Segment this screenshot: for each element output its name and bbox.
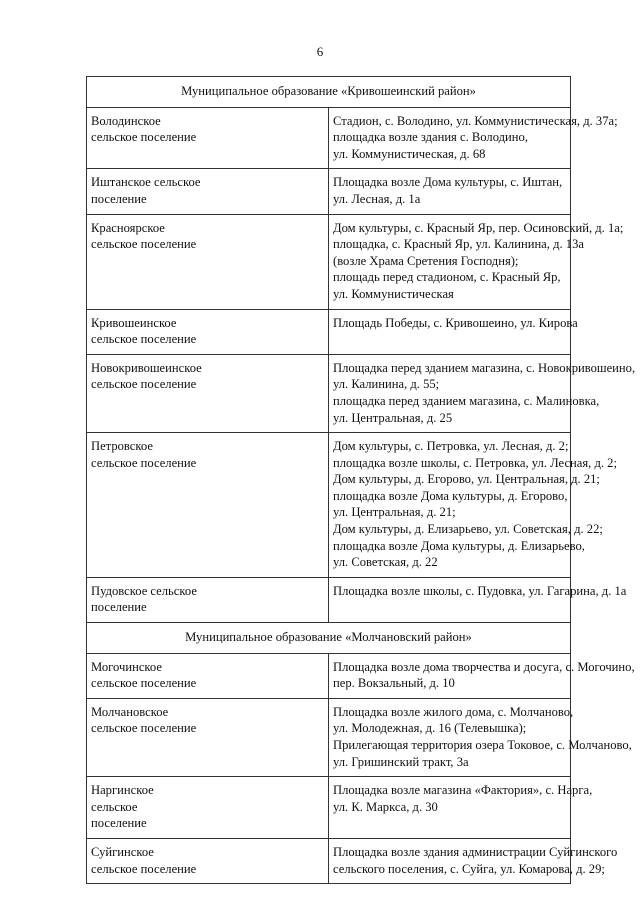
places-cell — [329, 577, 627, 622]
places-cell — [329, 698, 632, 776]
place-line: пер. Вокзальный, д. 10 — [333, 676, 455, 691]
places-cell — [329, 433, 617, 578]
settlement-line: Молчановское — [91, 704, 169, 719]
place-line: ул. Калинина, д. 55; — [333, 377, 440, 392]
places-cell — [329, 169, 571, 214]
settlement-cell — [87, 838, 329, 883]
place-line: ул. Лесная, д. 1а — [333, 191, 421, 206]
settlement-cell — [87, 577, 329, 622]
place-line: Площадка возле здания администрации Суйгинского — [333, 844, 618, 859]
settlement-line: поселение — [91, 191, 147, 206]
place-line: площадка возле Дома культуры, д. Елизарьево, — [333, 538, 585, 553]
page-number: 6 — [316, 44, 324, 59]
places-cell — [329, 838, 618, 883]
places-cell — [329, 354, 636, 432]
place-line: площадь перед стадионом, с. Красный Яр, — [333, 270, 561, 285]
settlement-line: поселение — [91, 816, 147, 831]
settlement-line: Красноярское — [91, 220, 165, 235]
settlement-line: Петровское — [91, 439, 153, 454]
place-line: ул. Центральная, д. 21; — [333, 505, 456, 520]
table-row — [87, 838, 571, 883]
place-line: Площадка возле магазина «Фактория», с. Нарга, — [333, 783, 593, 798]
place-line: Площадка возле жилого дома, с. Молчаново, — [333, 704, 574, 719]
place-line: Прилегающая территория озера Токовое, с. Молчаново, — [333, 738, 632, 752]
table-row — [87, 433, 571, 578]
place-line: ул. Коммунистическая, д. 68 — [333, 146, 486, 161]
section-title: Муниципальное образование «Кривошеинский район» — [87, 77, 571, 108]
place-line: Площадка возле Дома культуры, с. Иштан, — [333, 175, 563, 190]
settlement-line: Пудовское сельское — [91, 583, 197, 598]
places-cell — [329, 653, 635, 698]
table-row — [87, 577, 571, 622]
table-row — [87, 777, 571, 839]
settlement-line: Могочинское — [91, 659, 162, 674]
place-line: площадка возле здания с. Володино, — [333, 130, 528, 145]
place-line: ул. Центральная, д. 25 — [333, 410, 453, 425]
table-row — [87, 653, 571, 698]
table-row — [87, 354, 571, 432]
settlement-cell — [87, 214, 329, 309]
place-line: Площадь Победы, с. Кривошеино, ул. Кирова — [333, 315, 578, 330]
section-title: Муниципальное образование «Молчановский район» — [87, 623, 571, 654]
settlement-cell — [87, 653, 329, 698]
settlement-line: Иштанское сельское — [91, 175, 201, 190]
settlement-line: сельское поселение — [91, 237, 197, 252]
place-line: Дом культуры, с. Петровка, ул. Лесная, д. 2; — [333, 439, 569, 454]
place-line: Дом культуры, д. Елизарьево, ул. Советская, д. 22; — [333, 522, 603, 537]
settlement-line: сельское поселение — [91, 861, 197, 876]
places-table — [86, 76, 636, 884]
section-header-row — [87, 623, 571, 654]
settlement-line: поселение — [91, 600, 147, 615]
place-line: ул. Гришинский тракт, 3а — [333, 754, 469, 769]
place-line: ул. Коммунистическая — [333, 286, 454, 301]
place-line: Площадка возле дома творчества и досуга, с. Могочино, — [333, 659, 635, 674]
table-row — [87, 169, 571, 214]
settlement-line: Новокривошеинское — [91, 360, 202, 375]
table-body — [87, 77, 636, 884]
place-line: ул. Советская, д. 22 — [333, 555, 438, 570]
settlement-cell — [87, 107, 329, 169]
table-row — [87, 698, 571, 776]
settlement-cell — [87, 169, 329, 214]
settlement-line: сельское поселение — [91, 676, 197, 691]
settlement-line: сельское поселение — [91, 332, 197, 347]
settlement-line: Володинское — [91, 113, 161, 128]
settlement-line: сельское поселение — [91, 721, 197, 736]
settlement-cell — [87, 433, 329, 578]
settlement-line: Кривошеинское — [91, 315, 177, 330]
place-line: Дом культуры, д. Егорово, ул. Центральная, д. 21; — [333, 472, 600, 487]
place-line: ул. К. Маркса, д. 30 — [333, 799, 438, 814]
settlement-cell — [87, 309, 329, 354]
settlement-cell — [87, 777, 329, 839]
place-line: ул. Молодежная, д. 16 (Телевышка); — [333, 721, 527, 736]
place-line: Площадка перед зданием магазина, с. Новокривошеино, — [333, 360, 636, 375]
places-cell — [329, 214, 624, 309]
place-line: (возле Храма Сретения Господня); — [333, 253, 519, 268]
settlement-line: сельское поселение — [91, 130, 197, 145]
section-header-row — [87, 77, 571, 108]
place-line: Стадион, с. Володино, ул. Коммунистическая, д. 37а; — [333, 113, 618, 128]
place-line: Площадка возле школы, с. Пудовка, ул. Гагарина, д. 1а — [333, 583, 627, 598]
place-line: площадка возле школы, с. Петровка, ул. Лесная, д. 2; — [333, 455, 617, 470]
settlement-line: сельское — [91, 799, 138, 814]
place-line: сельского поселения, с. Суйга, ул. Комарова, д. 29; — [333, 861, 605, 876]
table-row — [87, 309, 571, 354]
place-line: площадка возле Дома культуры, д. Егорово, — [333, 488, 568, 503]
settlement-line: Наргинское — [91, 783, 154, 798]
settlement-line: сельское поселение — [91, 377, 197, 392]
place-line: Дом культуры, с. Красный Яр, пер. Осиновский, д. 1а; — [333, 220, 624, 235]
settlement-line: Суйгинское — [91, 844, 154, 859]
settlement-line: сельское поселение — [91, 455, 197, 470]
settlement-cell — [87, 354, 329, 432]
places-cell — [329, 107, 618, 169]
settlement-cell — [87, 698, 329, 776]
places-cell — [329, 309, 578, 354]
places-cell — [329, 777, 593, 839]
table-row — [87, 107, 571, 169]
place-line: площадка перед зданием магазина, с. Малиновка, — [333, 393, 600, 408]
table-row — [87, 214, 571, 309]
place-line: площадка, с. Красный Яр, ул. Калинина, д. 13а — [333, 237, 584, 252]
